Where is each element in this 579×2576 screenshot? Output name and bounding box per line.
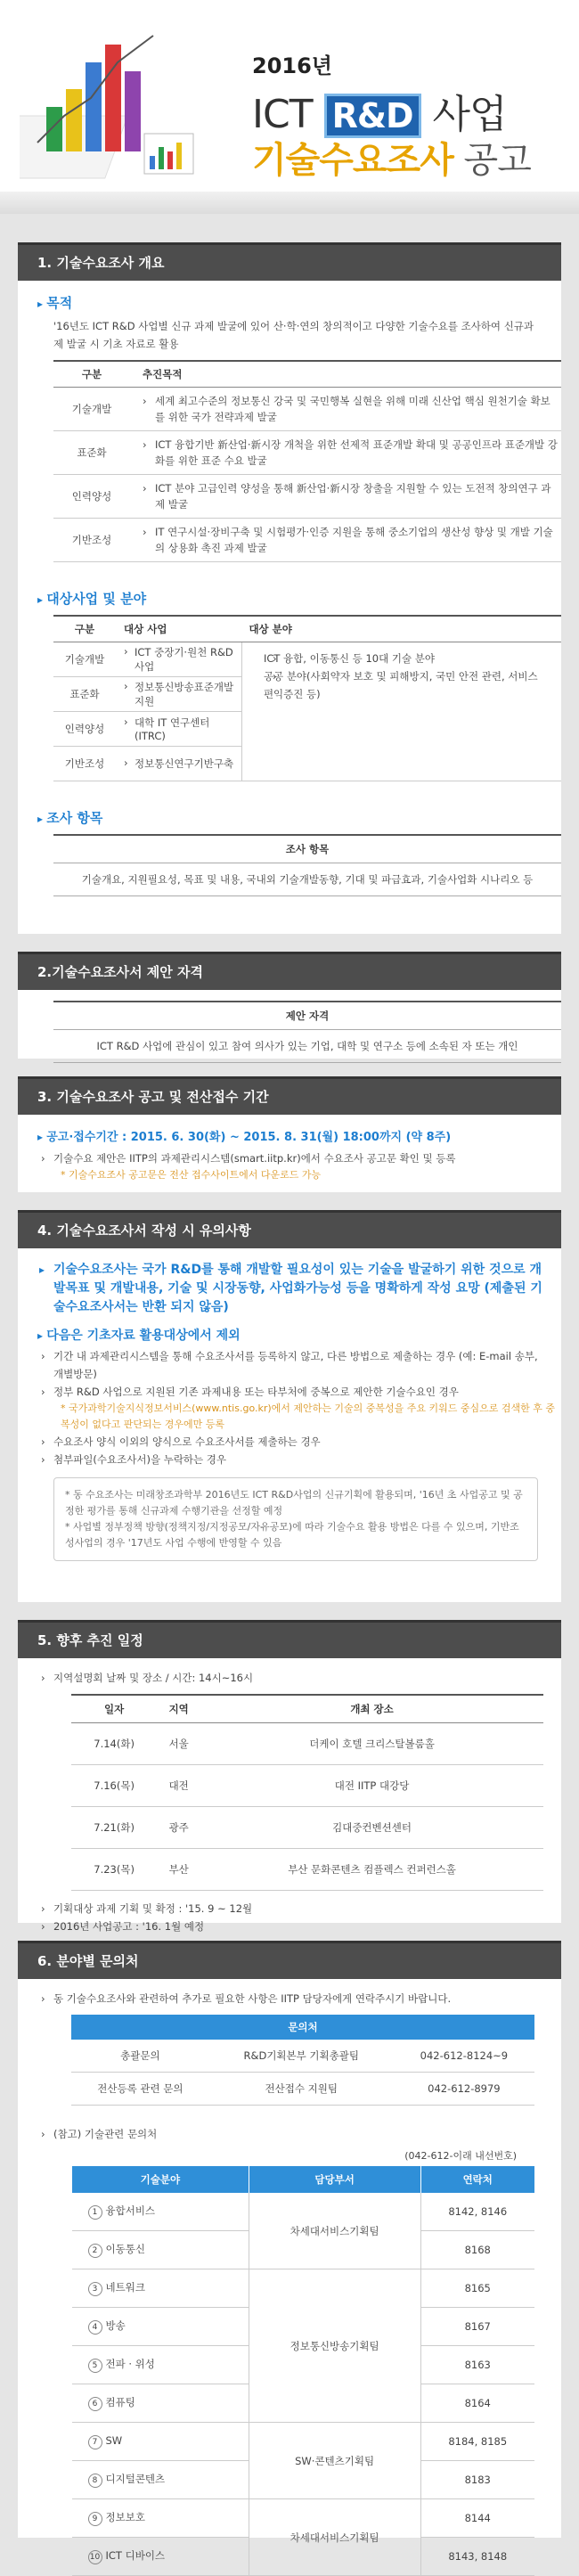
number-badge: 3 bbox=[88, 2282, 102, 2296]
col-header: 기술분야 bbox=[72, 2166, 249, 2193]
exclude-item: › 첨부파일(수요조사서)을 누락하는 경우 bbox=[18, 1451, 561, 1468]
contact-table bbox=[71, 2015, 534, 2106]
ntis-note: * 국가과학기술지식정보서비스(www.ntis.go.kr)에서 제안하는 기술의 중복성을 주요 키워드 중심으로 검색한 후 중복성이 없다고 판단되는 경우에만 등록 bbox=[61, 1402, 556, 1430]
purpose-heading: ▸ 목적 bbox=[18, 293, 561, 312]
section-title: 5. 향후 추진 일정 bbox=[18, 1620, 561, 1658]
field-name: 컴퓨팅 bbox=[105, 2396, 135, 2408]
period-bullet: › 기술수요 제안은 IITP의 과제관리시스템(smart.iitp.kr)에서 수요조사 공고문 확인 및 등록 bbox=[18, 1149, 561, 1167]
cell-venue: 더케이 호텔 크리스탈볼룸홀 bbox=[200, 1723, 543, 1765]
row-key: 기술개발 bbox=[53, 642, 117, 677]
field-name: 네트워크 bbox=[105, 2281, 145, 2294]
table-row bbox=[53, 431, 561, 475]
cell-date: 7.21(화) bbox=[71, 1807, 157, 1849]
schedule-after: › 2016년 사업공고 : '16. 1월 예정 bbox=[18, 1918, 561, 1935]
cell: 전산접수 지원팀 bbox=[209, 2073, 394, 2106]
field-name: ICT 디바이스 bbox=[105, 2549, 166, 2562]
number-badge: 7 bbox=[88, 2435, 102, 2449]
cell-region: 광주 bbox=[157, 1807, 200, 1849]
tech-ref-heading: › (참고) 기술관련 문의처 bbox=[18, 2125, 561, 2143]
field-name: 방송 bbox=[105, 2319, 126, 2332]
section-2-eligibility bbox=[18, 952, 561, 1059]
header-year: 2016년 bbox=[252, 53, 332, 78]
row-key: 표준화 bbox=[53, 431, 130, 475]
box-note: * 동 수요조사는 미래창조과학부 2016년도 ICT R&D사업의 신규기획에 활용되며, '16년 초 사업공고 및 공정한 평가를 통해 신규과제 수행기관을 선정할 예정 bbox=[65, 1489, 523, 1517]
survey-text: 기술개요, 지원필요성, 목표 및 내용, 국내외 기술개발동향, 기대 및 파급효과, 기술사업화 시나리오 등 bbox=[53, 863, 561, 896]
cell-date: 7.23(목) bbox=[71, 1849, 157, 1891]
dept-cell: SW·콘텐츠기획팀 bbox=[249, 2423, 420, 2499]
table-row bbox=[72, 2193, 535, 2231]
table-row bbox=[53, 642, 561, 677]
table-row bbox=[71, 1723, 543, 1765]
number-badge: 4 bbox=[88, 2320, 102, 2335]
col-header: 개최 장소 bbox=[200, 1695, 543, 1723]
row-value: › 정보통신방송표준개발지원 bbox=[117, 677, 241, 712]
cell: 총괄문의 bbox=[71, 2040, 209, 2073]
table-row bbox=[71, 1765, 543, 1807]
dept-cell: 차세대서비스기획팀 bbox=[249, 2193, 420, 2269]
phone-cell: 8164 bbox=[420, 2384, 534, 2423]
section-5-schedule bbox=[18, 1620, 561, 1933]
section-title: 4. 기술수요조사서 작성 시 유의사항 bbox=[18, 1210, 561, 1248]
table-row bbox=[72, 2499, 535, 2538]
cell-venue: 김대중컨벤션센터 bbox=[200, 1807, 543, 1849]
header-banner bbox=[0, 0, 579, 192]
target-table bbox=[53, 615, 561, 781]
exclude-item: › 기간 내 과제관리시스템을 통해 수요조사서를 등록하지 않고, 다른 방법으로 제출하는 경우 (예: E-mail 송부, 개별방문) bbox=[18, 1347, 561, 1383]
col-header: 문의처 bbox=[71, 2015, 534, 2040]
eligibility-text: ICT R&D 사업에 관심이 있고 참여 의사가 있는 기업, 대학 및 연구소 등에 소속된 자 또는 개인 bbox=[53, 1030, 561, 1063]
number-badge: 9 bbox=[88, 2512, 102, 2526]
section-6-contacts bbox=[18, 1941, 561, 2563]
contact-intro: › 동 기술수요조사와 관련하여 추가로 필요한 사항은 IITP 담당자에게 연락주시기 바랍니다. bbox=[18, 1990, 561, 2008]
field-name: 융합서비스 bbox=[105, 2204, 156, 2217]
extension-note: (042-612-이래 내선번호) bbox=[404, 2150, 517, 2162]
notice-box bbox=[53, 1477, 538, 1561]
table-row bbox=[71, 1849, 543, 1891]
table-row bbox=[53, 388, 561, 431]
field-cell bbox=[72, 2231, 249, 2269]
title-suffix: 사업 bbox=[432, 92, 507, 137]
table-row bbox=[71, 2040, 534, 2073]
table-row bbox=[71, 1807, 543, 1849]
cell: 전산등록 관련 문의 bbox=[71, 2073, 209, 2106]
cell: 042-612-8124~9 bbox=[394, 2040, 534, 2073]
row-value: › 정보통신연구기반구축 bbox=[117, 747, 241, 781]
period-text: ▸ 공고·접수기간 : 2015. 6. 30(화) ~ 2015. 8. 31(월) 18:00까지 (약 8주) bbox=[18, 1127, 561, 1144]
col-header: 담당부서 bbox=[249, 2166, 420, 2193]
col-header: 조사 항목 bbox=[53, 835, 561, 863]
phone-cell: 8143, 8148 bbox=[420, 2538, 534, 2576]
row-value: › ICT 융합기반 新산업·新시장 개척을 위한 선제적 표준개발 확대 및 공공인프라 표준개발 강화를 위한 표준 수요 발굴 bbox=[130, 431, 561, 475]
col-header: 일자 bbox=[71, 1695, 157, 1723]
field-cell bbox=[72, 2538, 249, 2576]
field-name: 정보보호 bbox=[105, 2511, 145, 2523]
schedule-table bbox=[71, 1694, 543, 1891]
field-cell bbox=[72, 2384, 249, 2423]
row-value: › ICT 분야 고급인력 양성을 통해 新산업·新시장 창출을 지원할 수 있는 도전적 창의연구 과제 발굴 bbox=[130, 475, 561, 519]
number-badge: 6 bbox=[88, 2397, 102, 2411]
phone-cell: 8142, 8146 bbox=[420, 2193, 534, 2231]
tech-contact-table bbox=[71, 2166, 534, 2576]
cell: R&D기획본부 기획총괄팀 bbox=[209, 2040, 394, 2073]
col-header: 연락처 bbox=[420, 2166, 534, 2193]
target-fields bbox=[241, 642, 561, 781]
row-key: 표준화 bbox=[53, 677, 117, 712]
cell: 042-612-8979 bbox=[394, 2073, 534, 2106]
dept-cell: 차세대서비스기획팀 bbox=[249, 2499, 420, 2576]
table-row bbox=[71, 2073, 534, 2106]
header-band bbox=[0, 192, 579, 214]
phone-cell: 8168 bbox=[420, 2231, 534, 2269]
phone-cell: 8183 bbox=[420, 2461, 534, 2499]
field-item: › ICT 융합, 이동통신 등 10대 기술 분야 bbox=[249, 650, 560, 667]
field-cell bbox=[72, 2193, 249, 2231]
phone-cell: 8184, 8185 bbox=[420, 2423, 534, 2461]
rd-logo: R&D bbox=[324, 94, 421, 138]
row-key: 기반조성 bbox=[53, 747, 117, 781]
title-ict: ICT bbox=[252, 92, 313, 137]
field-cell bbox=[72, 2308, 249, 2346]
table-row bbox=[53, 519, 561, 562]
row-key: 기술개발 bbox=[53, 388, 130, 431]
header-subtitle bbox=[252, 132, 531, 183]
row-value: › 대학 IT 연구센터(ITRC) bbox=[117, 712, 241, 747]
exclude-item: › 수요조사 양식 이외의 양식으로 수요조사서를 제출하는 경우 bbox=[18, 1433, 561, 1451]
row-key: 인력양성 bbox=[53, 475, 130, 519]
field-name: 이동통신 bbox=[105, 2243, 145, 2255]
col-header: 대상 분야 bbox=[241, 616, 561, 642]
survey-heading: ▸ 조사 항목 bbox=[18, 808, 561, 827]
subtitle-end: 공고 bbox=[453, 140, 531, 181]
col-header: 추진목적 bbox=[130, 361, 561, 388]
survey-table bbox=[53, 834, 561, 896]
col-header: 구분 bbox=[53, 361, 130, 388]
period-note: * 기술수요조사 공고문은 전산 접수사이트에서 다운로드 가능 bbox=[61, 1169, 322, 1181]
table-row bbox=[72, 2423, 535, 2461]
chart-illustration bbox=[20, 9, 198, 187]
field-cell bbox=[72, 2461, 249, 2499]
cell-region: 부산 bbox=[157, 1849, 200, 1891]
number-badge: 10 bbox=[88, 2550, 102, 2564]
cell-date: 7.16(목) bbox=[71, 1765, 157, 1807]
field-cell bbox=[72, 2499, 249, 2538]
number-badge: 5 bbox=[88, 2359, 102, 2373]
section-title: 6. 분야별 문의처 bbox=[18, 1941, 561, 1979]
table-row bbox=[53, 475, 561, 519]
schedule-intro: › 지역설명회 날짜 및 장소 / 시간: 14시~16시 bbox=[18, 1669, 561, 1687]
cell-venue: 대전 IITP 대강당 bbox=[200, 1765, 543, 1807]
schedule-after: › 기획대상 과제 기획 및 확정 : '15. 9 ~ 12월 bbox=[18, 1900, 561, 1918]
field-name: 디지털콘텐츠 bbox=[105, 2473, 166, 2485]
field-cell bbox=[72, 2346, 249, 2384]
field-name: SW bbox=[105, 2433, 123, 2447]
target-heading: ▸ 대상사업 및 분야 bbox=[18, 589, 561, 608]
section-4-notes bbox=[18, 1210, 561, 1602]
section-title: 2.기술수요조사서 제안 자격 bbox=[18, 952, 561, 990]
eligibility-table bbox=[53, 1001, 561, 1063]
exclude-heading: ▸ 다음은 기초자료 활용대상에서 제외 bbox=[18, 1326, 561, 1344]
field-name: 전파 · 위성 bbox=[105, 2358, 155, 2370]
col-header: 지역 bbox=[157, 1695, 200, 1723]
phone-cell: 8144 bbox=[420, 2499, 534, 2538]
subtitle-main: 기술수요조사 bbox=[252, 140, 453, 181]
purpose-text: '16년도 ICT R&D 사업별 신규 과제 발굴에 있어 산·학·연의 창의적이고 다양한 기술수요를 조사하여 신규과제 발굴 시 기초 자료로 활용 bbox=[53, 320, 534, 350]
number-badge: 2 bbox=[88, 2244, 102, 2258]
number-badge: 1 bbox=[88, 2205, 102, 2220]
cell-region: 서울 bbox=[157, 1723, 200, 1765]
section-title: 3. 기술수요조사 공고 및 전산접수 기간 bbox=[18, 1076, 561, 1115]
row-value: › IT 연구시설·장비구축 및 시험평가·인증 지원을 통해 중소기업의 생산성 향상 및 개발 기술의 상용화 촉진 과제 발굴 bbox=[130, 519, 561, 562]
box-note: * 사업별 정부정책 방향(정책지정/지정공모/자유공모)에 따라 기술수요 활용 방법은 다를 수 있으며, 기반조성사업의 경우 '17년도 사업 수행에 반영할 수 있음 bbox=[65, 1521, 519, 1549]
cell-date: 7.14(화) bbox=[71, 1723, 157, 1765]
col-header: 대상 사업 bbox=[117, 616, 241, 642]
col-header: 제안 자격 bbox=[53, 1002, 561, 1030]
row-key: 인력양성 bbox=[53, 712, 117, 747]
section-1-overview bbox=[18, 242, 561, 934]
field-cell bbox=[72, 2269, 249, 2308]
col-header: 구분 bbox=[53, 616, 117, 642]
row-value: › ICT 중장기·원천 R&D 사업 bbox=[117, 642, 241, 677]
phone-cell: 8163 bbox=[420, 2346, 534, 2384]
main-notice: ▸ 기술수요조사는 국가 R&D를 통해 개발할 필요성이 있는 기술을 발굴하기 위한 것으로 개발목표 및 개발내용, 기술 및 시장동향, 사업화가능성 등을 명확하게 작성 요망 (제출된 기술수요조사서는 반환 되지 않음) bbox=[18, 1261, 561, 1317]
number-badge: 8 bbox=[88, 2474, 102, 2488]
section-title: 1. 기술수요조사 개요 bbox=[18, 242, 561, 281]
purpose-table bbox=[53, 360, 561, 562]
header-title bbox=[252, 82, 507, 139]
phone-cell: 8165 bbox=[420, 2269, 534, 2308]
cell-venue: 부산 문화콘텐츠 컴플렉스 컨퍼런스홀 bbox=[200, 1849, 543, 1891]
row-key: 기반조성 bbox=[53, 519, 130, 562]
field-item: › 공공 분야(사회약자 보호 및 피해방지, 국민 안전 관련, 서비스 편익증진 등) bbox=[249, 667, 560, 703]
section-3-period bbox=[18, 1076, 561, 1192]
phone-cell: 8167 bbox=[420, 2308, 534, 2346]
field-cell bbox=[72, 2423, 249, 2461]
dept-cell: 정보통신방송기획팀 bbox=[249, 2269, 420, 2423]
table-row bbox=[72, 2269, 535, 2308]
exclude-item: › 정부 R&D 사업으로 지원된 기존 과제내용 또는 타부처에 중복으로 제안한 기술수요인 경우 bbox=[18, 1383, 561, 1401]
row-value: › 세계 최고수준의 정보통신 강국 및 국민행복 실현을 위해 미래 신산업 핵심 원천기술 확보를 위한 국가 전략과제 발굴 bbox=[130, 388, 561, 431]
cell-region: 대전 bbox=[157, 1765, 200, 1807]
